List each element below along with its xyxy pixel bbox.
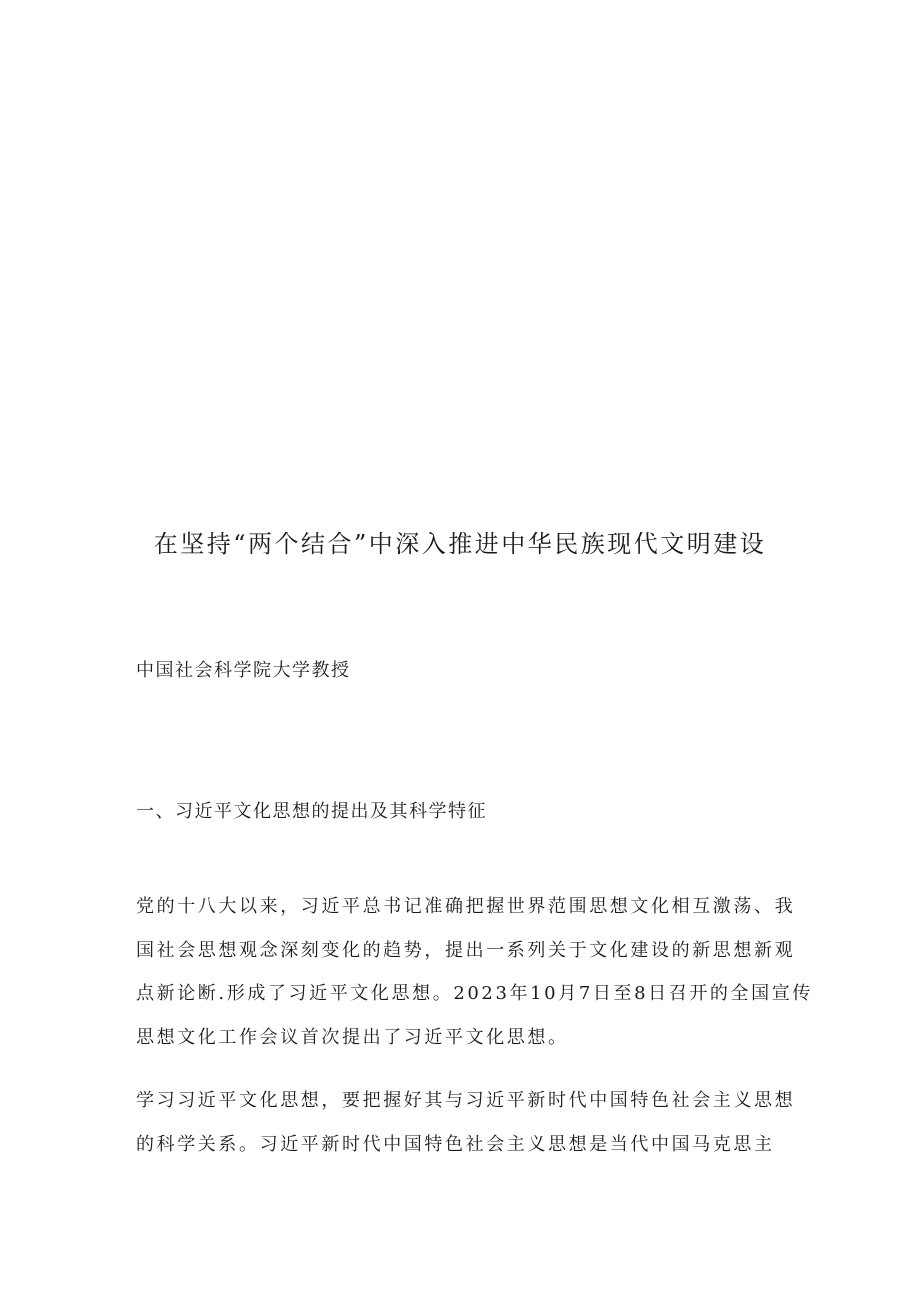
author-line: 中国社会科学院大学教授: [136, 660, 351, 681]
paragraph-line: 党的十八大以来，习近平总书记准确把握世界范围思想文化相互激荡、我: [136, 896, 796, 917]
paragraph-line: 国社会思想观念深刻变化的趋势，提出一系列关于文化建设的新思想新观: [136, 939, 796, 961]
paragraph-line: 思想文化工作会议首次提出了习近平文化思想。: [136, 1026, 569, 1048]
paragraph-line: 的科学关系。习近平新时代中国特色社会主义思想是当代中国马克思主: [136, 1134, 775, 1155]
document-title: 在坚持“两个结合”中深入推进中华民族现代文明建设: [153, 530, 767, 558]
paragraph: [136, 1086, 796, 1174]
section-heading: 一、习近平文化思想的提出及其科学特征: [136, 801, 487, 822]
paragraph: [136, 892, 813, 1066]
paragraph-line: 点新论断.形成了习近平文化思想。2023年10月7日至8日召开的全国宣传: [136, 983, 813, 1004]
paragraph-line: 学习习近平文化思想，要把握好其与习近平新时代中国特色社会主义思想: [136, 1090, 796, 1111]
